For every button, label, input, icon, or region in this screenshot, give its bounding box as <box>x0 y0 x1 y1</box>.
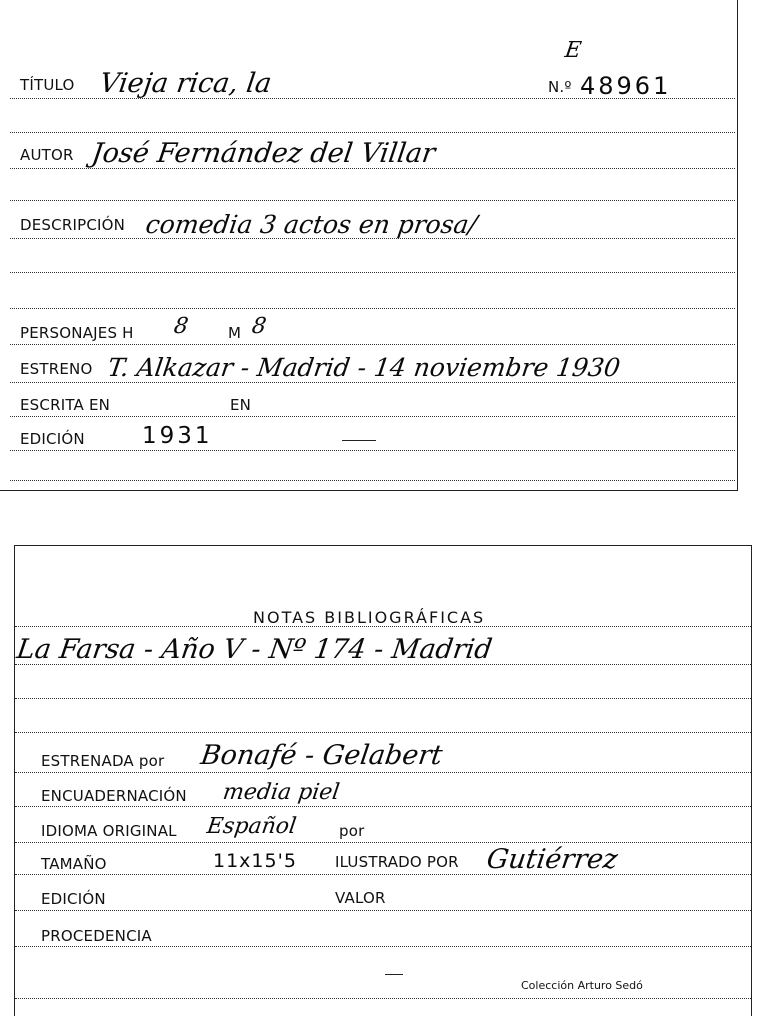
estrenada-rule <box>15 772 751 773</box>
autor-label: AUTOR <box>20 146 74 164</box>
personajes-label: PERSONAJES H <box>20 324 134 342</box>
blank-rule-3 <box>10 272 735 273</box>
tamano-label: TAMAÑO <box>41 855 107 873</box>
escrita-en-label: EN <box>230 396 252 414</box>
numero-label: N.º <box>548 78 572 96</box>
personajes-h-value: 8 <box>172 314 190 339</box>
numero-value: 48961 <box>580 72 672 100</box>
personajes-m-value: 8 <box>250 314 268 339</box>
escrita-rule <box>10 416 735 417</box>
estreno-label: ESTRENO <box>20 360 93 378</box>
blank-rule-1 <box>10 132 735 133</box>
encuadernacion-rule <box>15 806 751 807</box>
edicion-label: EDICIÓN <box>20 430 85 448</box>
heading-rule <box>15 626 751 627</box>
descripcion-rule <box>10 238 735 239</box>
blank-rule-2 <box>10 200 735 201</box>
titulo-rule <box>10 98 735 99</box>
blank-rule-7 <box>15 732 751 733</box>
titulo-label: TÍTULO <box>20 76 75 94</box>
ilustrado-value: Gutiérrez <box>484 844 620 875</box>
tamano-value: 11x15'5 <box>213 850 297 872</box>
nota-value: La Farsa - Año V - Nº 174 - Madrid <box>14 634 495 665</box>
encuadernacion-label: ENCUADERNACIÓN <box>41 787 187 805</box>
procedencia-label: PROCEDENCIA <box>41 927 152 945</box>
collection-credit: Colección Arturo Sedó <box>521 979 643 992</box>
pen-dash <box>342 440 376 441</box>
escrita-label: ESCRITA EN <box>20 396 111 414</box>
estrenada-label: ESTRENADA por <box>41 752 165 770</box>
descripcion-value: comedia 3 actos en prosa/ <box>143 210 480 239</box>
catalog-card-back <box>14 545 752 1016</box>
procedencia-rule <box>15 946 751 947</box>
descripcion-label: DESCRIPCIÓN <box>20 216 126 234</box>
tamano-rule <box>15 874 751 875</box>
idioma-rule <box>15 842 751 843</box>
blank-rule-6 <box>15 698 751 699</box>
idioma-value: Español <box>205 814 298 839</box>
encuadernacion-value: media piel <box>221 780 342 805</box>
valor-label: VALOR <box>335 889 386 907</box>
nota-rule <box>15 664 751 665</box>
notas-heading: NOTAS BIBLIOGRÁFICAS <box>253 608 486 627</box>
idioma-por-label: por <box>339 822 365 840</box>
titulo-value: Vieja rica, la <box>97 68 274 99</box>
blank-rule-4 <box>10 308 735 309</box>
autor-rule <box>10 168 735 169</box>
catalog-card-front <box>0 0 738 491</box>
credit-rule <box>15 998 751 999</box>
edicion-rule-2 <box>15 910 751 911</box>
personajes-rule <box>10 344 735 345</box>
personajes-m-label: M <box>228 324 242 342</box>
blank-rule-5 <box>10 480 735 481</box>
ilustrado-label: ILUSTRADO POR <box>335 853 459 871</box>
edicion-rule <box>10 450 735 451</box>
idioma-label: IDIOMA ORIGINAL <box>41 822 177 840</box>
edicion-value: 1931 <box>142 423 213 449</box>
estreno-rule <box>10 382 735 383</box>
estreno-value: T. Alkazar - Madrid - 14 noviembre 1930 <box>105 353 623 382</box>
corner-mark: E <box>563 38 583 63</box>
estrenada-value: Bonafé - Gelabert <box>198 740 445 771</box>
autor-value: José Fernández del Villar <box>89 138 438 169</box>
pen-dash-2 <box>385 974 403 975</box>
edicion-label-2: EDICIÓN <box>41 890 106 908</box>
